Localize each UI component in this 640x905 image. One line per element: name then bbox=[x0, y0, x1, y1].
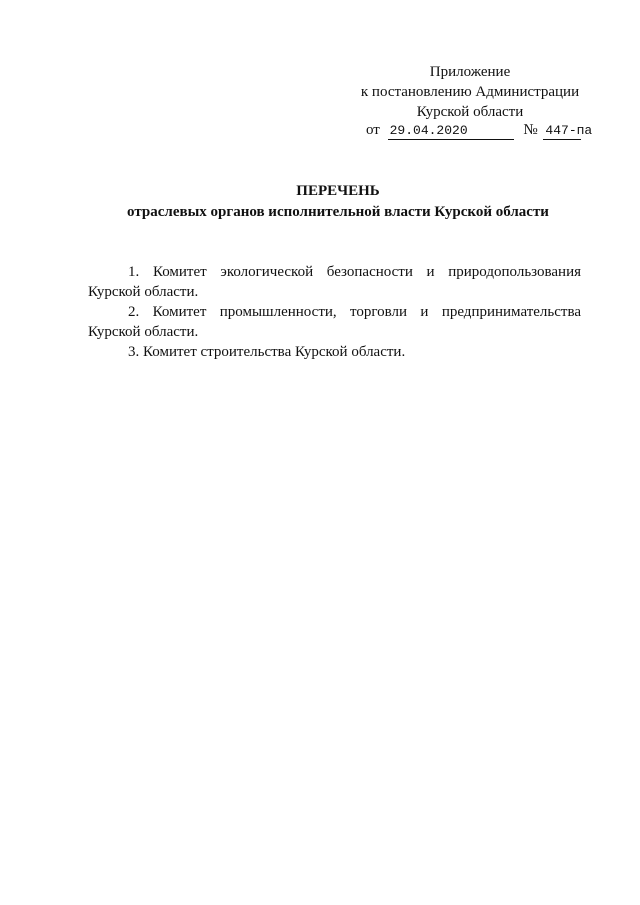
document-subtitle: отраслевых органов исполнительной власти Курской области bbox=[127, 204, 549, 220]
appendix-region: Курской области bbox=[416, 104, 524, 120]
document-title: ПЕРЕЧЕНЬ bbox=[296, 183, 380, 199]
list-item bbox=[88, 342, 581, 362]
list-item bbox=[88, 262, 581, 302]
list-item-text: Комитет строительства Курской области. bbox=[143, 344, 406, 360]
number-sign: № bbox=[523, 122, 538, 138]
list-item-text: Комитет промышленности, торговли и предпринимательства Курской области. bbox=[88, 304, 582, 340]
list-item-number: 1. bbox=[128, 264, 140, 280]
resolution-date-number bbox=[366, 120, 596, 140]
date-prefix: от bbox=[366, 122, 380, 138]
committee-list bbox=[88, 262, 581, 362]
list-item bbox=[88, 302, 581, 342]
appendix-header bbox=[350, 62, 590, 122]
resolution-date: 29.04.2020 bbox=[388, 123, 514, 140]
list-item-number: 3. bbox=[128, 344, 140, 360]
list-item-text: Комитет экологической безопасности и природопользования Курской области. bbox=[88, 264, 581, 300]
list-item-number: 2. bbox=[128, 304, 140, 320]
appendix-resolution-ref: к постановлению Администрации bbox=[360, 84, 580, 100]
resolution-number: 447-па bbox=[545, 123, 593, 138]
appendix-label: Приложение bbox=[429, 64, 511, 80]
